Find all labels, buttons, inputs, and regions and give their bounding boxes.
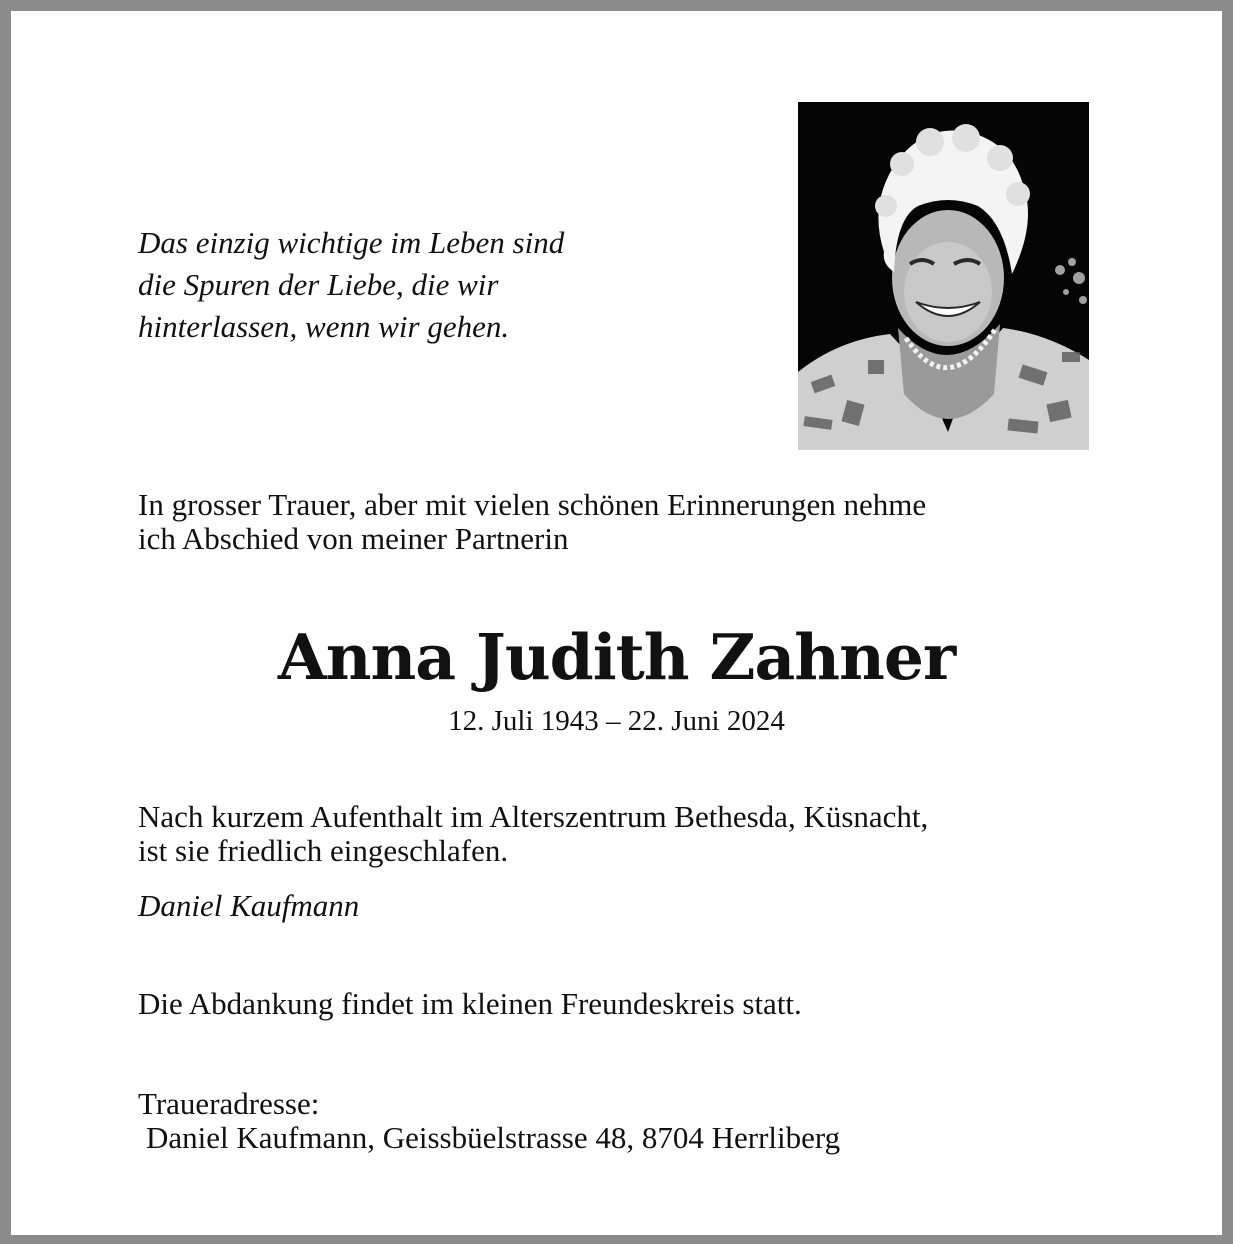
motto-line: hinterlassen, wenn wir gehen.	[138, 309, 510, 344]
address-label: Traueradresse:	[138, 1086, 320, 1121]
intro-text	[138, 488, 926, 556]
motto-quote	[138, 222, 564, 348]
signature: Daniel Kaufmann	[138, 888, 360, 923]
ceremony-notice: Die Abdankung findet im kleinen Freundeskreis statt.	[138, 986, 802, 1021]
motto-line: Das einzig wichtige im Leben sind	[138, 225, 565, 260]
motto-line: die Spuren der Liebe, die wir	[138, 267, 499, 302]
passing-line: Nach kurzem Aufenthalt im Alterszentrum Bethesda, Küsnacht,	[138, 799, 929, 834]
intro-line: In grosser Trauer, aber mit vielen schönen Erinnerungen nehme	[138, 487, 927, 522]
address-line: Daniel Kaufmann, Geissbüelstrasse 48, 8704 Herrliberg	[146, 1120, 841, 1155]
portrait-photo	[798, 102, 1089, 450]
passing-text	[138, 800, 928, 868]
portrait-image	[798, 102, 1089, 450]
life-dates: 12. Juli 1943 – 22. Juni 2024	[448, 705, 785, 737]
passing-line: ist sie friedlich eingeschlafen.	[138, 833, 509, 868]
intro-line: ich Abschied von meiner Partnerin	[138, 521, 569, 556]
deceased-name: Anna Judith Zahner	[277, 620, 956, 694]
